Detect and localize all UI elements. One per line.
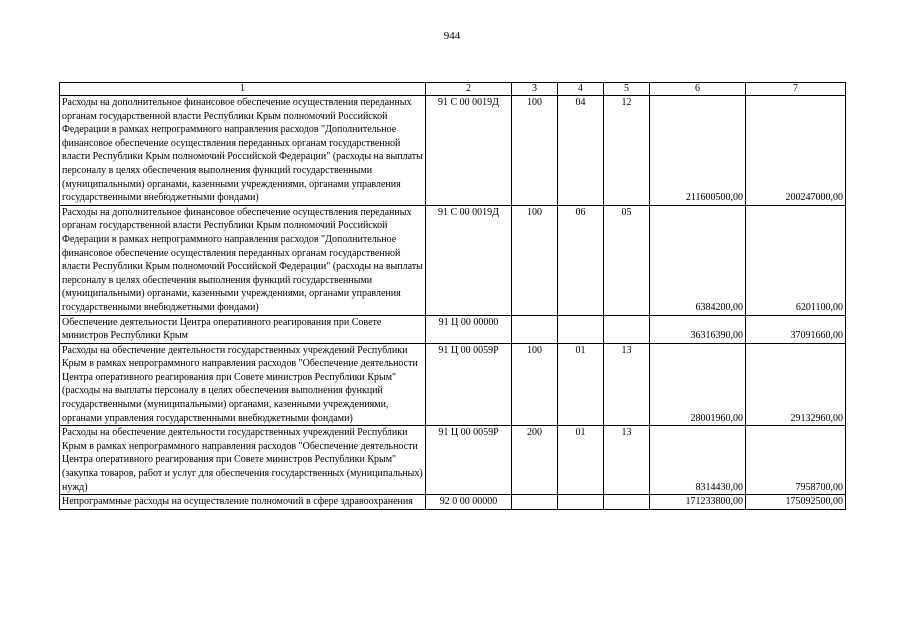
expense-type (512, 495, 558, 510)
header-cell: 7 (746, 83, 846, 96)
section-code: 01 (558, 426, 604, 495)
header-cell: 4 (558, 83, 604, 96)
subsection-code: 13 (604, 343, 650, 426)
header-cell: 2 (426, 83, 512, 96)
expense-name: Расходы на дополнительное финансовое обеспечение осуществления переданных органам государственной власти Республики Крым полномочий Российской Федерации в рамках непрограммного направления расходов "Дополнительное финансовое обеспечение осуществления переданных органам государственной власти Республики Крым полномочий Российской Федерации" (расходы на выплаты персоналу в целях обеспечения выполнения функций государственными (муниципальными) органами, казенными учреждениями, органами управления государственными внебюджетными фондами) (60, 205, 426, 315)
table-row (60, 426, 846, 495)
target-code: 92 0 00 00000 (426, 495, 512, 510)
amount-year-1: 171233800,00 (650, 495, 746, 510)
subsection-code: 13 (604, 426, 650, 495)
target-code: 91 Ц 00 0059Р (426, 426, 512, 495)
section-code: 04 (558, 96, 604, 206)
amount-year-2: 6201100,00 (746, 205, 846, 315)
header-cell: 1 (60, 83, 426, 96)
target-code: 91 Ц 00 0059Р (426, 343, 512, 426)
amount-year-1: 28001960,00 (650, 343, 746, 426)
amount-year-2: 29132960,00 (746, 343, 846, 426)
amount-year-1: 211600500,00 (650, 96, 746, 206)
amount-year-2: 200247000,00 (746, 96, 846, 206)
amount-year-2: 37091660,00 (746, 315, 846, 343)
subsection-code (604, 315, 650, 343)
expense-type: 100 (512, 96, 558, 206)
section-code: 01 (558, 343, 604, 426)
section-code: 06 (558, 205, 604, 315)
target-code: 91 С 00 0019Д (426, 205, 512, 315)
budget-table (59, 82, 846, 510)
expense-type: 100 (512, 343, 558, 426)
expense-name: Непрограммные расходы на осуществление полномочий в сфере здравоохранения (60, 495, 426, 510)
expense-name: Обеспечение деятельности Центра оперативного реагирования при Совете министров Республики Крым (60, 315, 426, 343)
table-header-row (60, 83, 846, 96)
expense-name: Расходы на обеспечение деятельности государственных учреждений Республики Крым в рамках непрограммного направления расходов "Обеспечение деятельности Центра оперативного реагирования при Совете министров Республики Крым" (закупка товаров, работ и услуг для обеспечения государственных (муниципальных) нужд) (60, 426, 426, 495)
expense-type: 100 (512, 205, 558, 315)
amount-year-1: 36316390,00 (650, 315, 746, 343)
expense-name: Расходы на обеспечение деятельности государственных учреждений Республики Крым в рамках непрограммного направления расходов "Обеспечение деятельности Центра оперативного реагирования при Совете министров Республики Крым" (расходы на выплаты персоналу в целях обеспечения выполнения функций государственными (муниципальными) органами, казенными учреждениями, органами управления государственными внебюджетными фондами) (60, 343, 426, 426)
subsection-code: 05 (604, 205, 650, 315)
header-cell: 5 (604, 83, 650, 96)
page-number: 944 (443, 30, 461, 42)
target-code: 91 Ц 00 00000 (426, 315, 512, 343)
expense-type: 200 (512, 426, 558, 495)
subsection-code (604, 495, 650, 510)
expense-name: Расходы на дополнительное финансовое обеспечение осуществления переданных органам государственной власти Республики Крым полномочий Российской Федерации в рамках непрограммного направления расходов "Дополнительное финансовое обеспечение осуществления переданных органам государственной власти Республики Крым полномочий Российской Федерации" (расходы на выплаты персоналу в целях обеспечения выполнения функций государственными (муниципальными) органами, казенными учреждениями, органами управления государственными внебюджетными фондами) (60, 96, 426, 206)
target-code: 91 С 00 0019Д (426, 96, 512, 206)
subsection-code: 12 (604, 96, 650, 206)
header-cell: 3 (512, 83, 558, 96)
table-row (60, 205, 846, 315)
section-code (558, 495, 604, 510)
amount-year-1: 8314430,00 (650, 426, 746, 495)
table-row (60, 315, 846, 343)
table-row (60, 343, 846, 426)
table-row (60, 495, 846, 510)
amount-year-1: 6384200,00 (650, 205, 746, 315)
table-row (60, 96, 846, 206)
amount-year-2: 175092500,00 (746, 495, 846, 510)
section-code (558, 315, 604, 343)
amount-year-2: 7958700,00 (746, 426, 846, 495)
expense-type (512, 315, 558, 343)
header-cell: 6 (650, 83, 746, 96)
